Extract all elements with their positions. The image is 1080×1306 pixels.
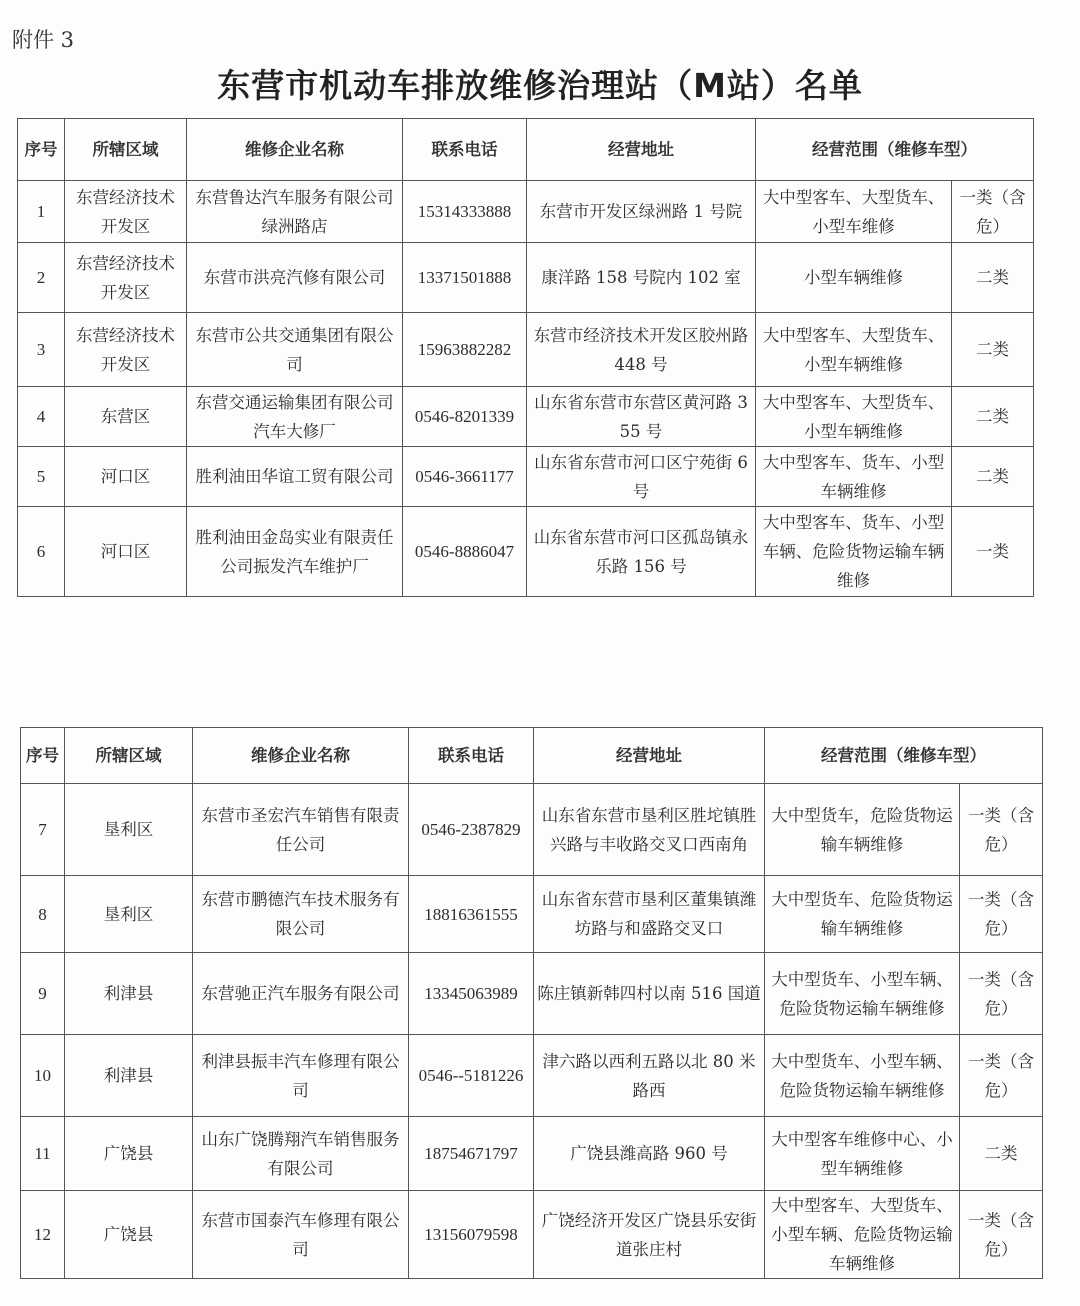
header-district: 所辖区域: [65, 119, 187, 181]
attachment-label: 附件 3: [12, 28, 75, 52]
cell-phone: 15314333888: [403, 181, 527, 243]
cell-company: 山东广饶腾翔汽车销售服务有限公司: [193, 1117, 409, 1191]
cell-company: 东营市洪亮汽修有限公司: [187, 243, 403, 313]
cell-category: 一类（含危）: [960, 1035, 1043, 1117]
cell-district: 广饶县: [65, 1191, 193, 1279]
cell-company: 东营驰正汽车服务有限公司: [193, 953, 409, 1035]
cell-address: 山东省东营市河口区宁苑街 6 号: [527, 447, 756, 507]
cell-company: 利津县振丰汽车修理有限公司: [193, 1035, 409, 1117]
table-header-row: [21, 728, 1043, 784]
cell-seq: 11: [21, 1117, 65, 1191]
cell-company: 东营市鹏德汽车技术服务有限公司: [193, 876, 409, 953]
cell-phone: 15963882282: [403, 313, 527, 387]
cell-seq: 3: [18, 313, 65, 387]
cell-seq: 2: [18, 243, 65, 313]
cell-company: 东营市国泰汽车修理有限公司: [193, 1191, 409, 1279]
cell-category: 一类（含危）: [952, 181, 1034, 243]
cell-scope: 大中型货车、小型车辆、危险货物运输车辆维修: [765, 953, 960, 1035]
cell-district: 东营经济技术开发区: [65, 243, 187, 313]
cell-category: 一类（含危）: [960, 953, 1043, 1035]
cell-scope: 大中型客车、大型货车、小型车辆、危险货物运输车辆维修: [765, 1191, 960, 1279]
cell-address: 山东省东营市河口区孤岛镇永乐路 156 号: [527, 507, 756, 597]
header-scope: 经营范围（维修车型）: [756, 119, 1034, 181]
cell-district: 东营经济技术开发区: [65, 313, 187, 387]
table-row: [21, 953, 1043, 1035]
header-phone: 联系电话: [403, 119, 527, 181]
table-row: [21, 1035, 1043, 1117]
cell-seq: 4: [18, 387, 65, 447]
cell-address: 广饶经济开发区广饶县乐安街道张庄村: [534, 1191, 765, 1279]
table-row: [21, 876, 1043, 953]
cell-phone: 0546-8201339: [403, 387, 527, 447]
cell-phone: 13371501888: [403, 243, 527, 313]
cell-company: 东营交通运输集团有限公司汽车大修厂: [187, 387, 403, 447]
cell-category: 二类: [952, 243, 1034, 313]
cell-seq: 10: [21, 1035, 65, 1117]
table-row: [18, 243, 1034, 313]
table-row: [18, 507, 1034, 597]
cell-category: 二类: [952, 313, 1034, 387]
cell-seq: 12: [21, 1191, 65, 1279]
cell-category: 一类（含危）: [960, 784, 1043, 876]
cell-company: 东营市公共交通集团有限公司: [187, 313, 403, 387]
cell-district: 河口区: [65, 507, 187, 597]
cell-scope: 大中型客车、大型货车、小型车维修: [756, 181, 952, 243]
cell-category: 一类（含危）: [960, 876, 1043, 953]
cell-phone: 18816361555: [409, 876, 534, 953]
cell-seq: 5: [18, 447, 65, 507]
table-header-row: [18, 119, 1034, 181]
cell-district: 利津县: [65, 953, 193, 1035]
header-company: 维修企业名称: [187, 119, 403, 181]
cell-address: 山东省东营市垦利区胜坨镇胜兴路与丰收路交叉口西南角: [534, 784, 765, 876]
cell-phone: 0546-8886047: [403, 507, 527, 597]
cell-scope: 大中型客车、货车、小型车辆维修: [756, 447, 952, 507]
cell-seq: 7: [21, 784, 65, 876]
table-row: [21, 1191, 1043, 1279]
cell-district: 广饶县: [65, 1117, 193, 1191]
table-row: [21, 784, 1043, 876]
cell-seq: 9: [21, 953, 65, 1035]
header-scope: 经营范围（维修车型）: [765, 728, 1043, 784]
header-address: 经营地址: [527, 119, 756, 181]
cell-category: 一类: [952, 507, 1034, 597]
cell-scope: 大中型客车维修中心、小型车辆维修: [765, 1117, 960, 1191]
cell-scope: 大中型货车，危险货物运输车辆维修: [765, 784, 960, 876]
cell-scope: 大中型货车、小型车辆、危险货物运输车辆维修: [765, 1035, 960, 1117]
table-row: [21, 1117, 1043, 1191]
cell-district: 垦利区: [65, 876, 193, 953]
header-phone: 联系电话: [409, 728, 534, 784]
cell-seq: 1: [18, 181, 65, 243]
cell-phone: 13156079598: [409, 1191, 534, 1279]
cell-scope: 大中型客车、货车、小型车辆、危险货物运输车辆维修: [756, 507, 952, 597]
cell-scope: 大中型客车、大型货车、小型车辆维修: [756, 387, 952, 447]
header-company: 维修企业名称: [193, 728, 409, 784]
cell-district: 东营经济技术开发区: [65, 181, 187, 243]
cell-category: 二类: [960, 1117, 1043, 1191]
cell-scope: 大中型客车、大型货车、小型车辆维修: [756, 313, 952, 387]
cell-company: 胜利油田华谊工贸有限公司: [187, 447, 403, 507]
cell-seq: 8: [21, 876, 65, 953]
cell-address: 陈庄镇新韩四村以南 516 国道: [534, 953, 765, 1035]
cell-district: 东营区: [65, 387, 187, 447]
cell-category: 一类（含危）: [960, 1191, 1043, 1279]
cell-company: 东营鲁达汽车服务有限公司绿洲路店: [187, 181, 403, 243]
page-title: 东营市机动车排放维修治理站（M站）名单: [217, 66, 863, 105]
cell-phone: 0546-3661177: [403, 447, 527, 507]
cell-address: 康洋路 158 号院内 102 室: [527, 243, 756, 313]
cell-district: 利津县: [65, 1035, 193, 1117]
cell-address: 山东省东营市垦利区董集镇潍坊路与和盛路交叉口: [534, 876, 765, 953]
cell-address: 山东省东营市东营区黄河路 355 号: [527, 387, 756, 447]
cell-category: 二类: [952, 387, 1034, 447]
cell-phone: 0546--5181226: [409, 1035, 534, 1117]
header-district: 所辖区域: [65, 728, 193, 784]
cell-seq: 6: [18, 507, 65, 597]
table-row: [18, 313, 1034, 387]
header-seq: 序号: [18, 119, 65, 181]
table-row: [18, 387, 1034, 447]
cell-district: 河口区: [65, 447, 187, 507]
header-address: 经营地址: [534, 728, 765, 784]
table-row: [18, 447, 1034, 507]
cell-address: 津六路以西利五路以北 80 米路西: [534, 1035, 765, 1117]
station-table-2: [20, 727, 1043, 1279]
cell-company: 胜利油田金岛实业有限责任公司振发汽车维护厂: [187, 507, 403, 597]
cell-address: 广饶县潍高路 960 号: [534, 1117, 765, 1191]
cell-scope: 大中型货车、危险货物运输车辆维修: [765, 876, 960, 953]
cell-phone: 18754671797: [409, 1117, 534, 1191]
table-row: [18, 181, 1034, 243]
cell-address: 东营市经济技术开发区胶州路 448 号: [527, 313, 756, 387]
cell-phone: 13345063989: [409, 953, 534, 1035]
header-seq: 序号: [21, 728, 65, 784]
station-table-1: [17, 118, 1034, 597]
cell-address: 东营市开发区绿洲路 1 号院: [527, 181, 756, 243]
cell-category: 二类: [952, 447, 1034, 507]
cell-phone: 0546-2387829: [409, 784, 534, 876]
cell-district: 垦利区: [65, 784, 193, 876]
cell-scope: 小型车辆维修: [756, 243, 952, 313]
cell-company: 东营市圣宏汽车销售有限责任公司: [193, 784, 409, 876]
